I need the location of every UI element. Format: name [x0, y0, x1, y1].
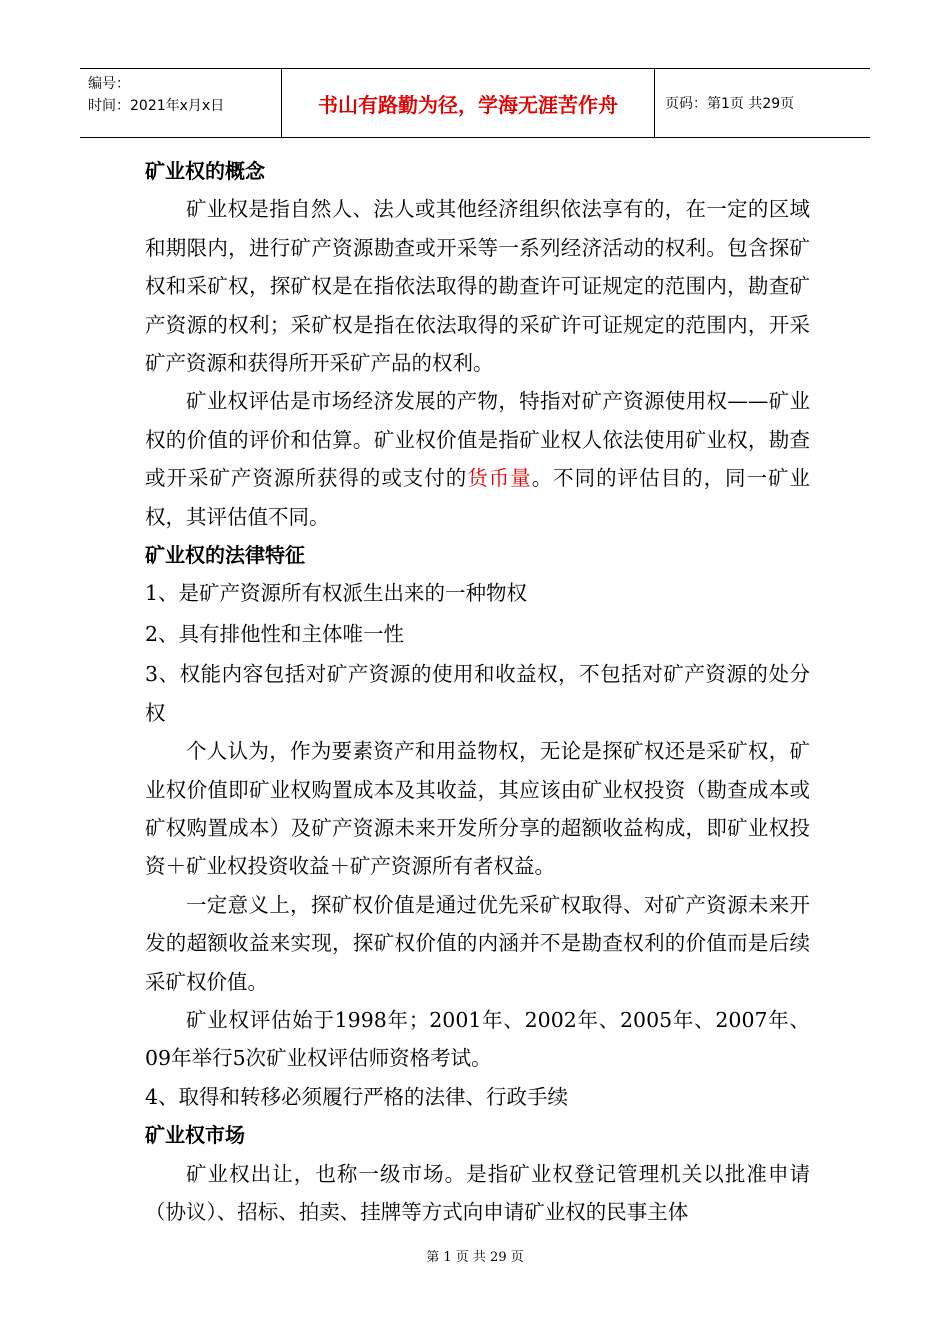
document-date: 时间：2021年x月x日 [88, 98, 225, 114]
list-item: 1、是矿产资源所有权派生出来的一种物权 [145, 581, 528, 606]
list-item: 4、取得和转移必须履行严格的法律、行政手续 [145, 1084, 569, 1109]
paragraph: 一定意义上，探矿权价值是通过优先采矿权取得、对矿产资源未来开发的超额收益来实现，探矿权价值的内涵并不是勘查权利的价值而是后续采矿权价值。 [145, 892, 810, 994]
paragraph: 矿业权评估始于1998年；2001年、2002年、2005年、2007年、09年举行5次矿业权评估师资格考试。 [145, 1007, 810, 1071]
section-heading: 矿业权的法律特征 [145, 543, 305, 568]
currency-amount-link[interactable]: 货币量 [467, 466, 532, 491]
document-number-label: 编号： [88, 76, 130, 92]
paragraph [145, 382, 810, 536]
header-page-info: 页码：第1页 共29页 [665, 96, 795, 112]
list-item: 2、具有排他性和主体唯一性 [145, 621, 405, 646]
document-body [145, 152, 810, 1231]
section-heading: 矿业权的概念 [145, 159, 265, 183]
page-footer: 第 1 页 共 29 页 [426, 1250, 524, 1265]
paragraph-text: 矿业权评估是市场经济发展的产物，特指对矿产资源使用权——矿业权的价值的评价和估算。矿业权价值是指矿业权人依法使用矿业权，勘查或开采矿产资源所获得的或支付的 [145, 389, 810, 491]
paragraph: 个人认为，作为要素资产和用益物权，无论是探矿权还是采矿权，矿业权价值即矿业权购置成本及其收益，其应该由矿业权投资（勘查成本或矿权购置成本）及矿产资源未来开发所分享的超额收益构成，即矿业权投资＋矿业权投资收益＋矿产资源所有者权益。 [145, 739, 810, 879]
paragraph: 矿业权是指自然人、法人或其他经济组织依法享有的，在一定的区域和期限内，进行矿产资源勘查或开采等一系列经济活动的权利。包含探矿权和采矿权，探矿权是在指依法取得的勘查许可证规定的范围内，勘查矿产资源的权利；采矿权是指在依法取得的采矿许可证规定的范围内，开采矿产资源和获得所开采矿产品的权利。 [145, 197, 810, 376]
header-motto: 书山有路勤为径，学海无涯苦作舟 [282, 69, 655, 137]
paragraph-text: 。不同的评估目的，同一矿业权，其评估值不同。 [145, 466, 811, 529]
section-heading: 矿业权市场 [145, 1123, 245, 1148]
page-header [80, 68, 870, 138]
header-meta [80, 69, 282, 137]
paragraph: 矿业权出让，也称一级市场。是指矿业权登记管理机关以批准申请（协议）、招标、拍卖、挂牌等方式向申请矿业权的民事主体 [145, 1161, 810, 1224]
list-item: 3、权能内容包括对矿产资源的使用和收益权，不包括对矿产资源的处分权 [145, 662, 810, 725]
